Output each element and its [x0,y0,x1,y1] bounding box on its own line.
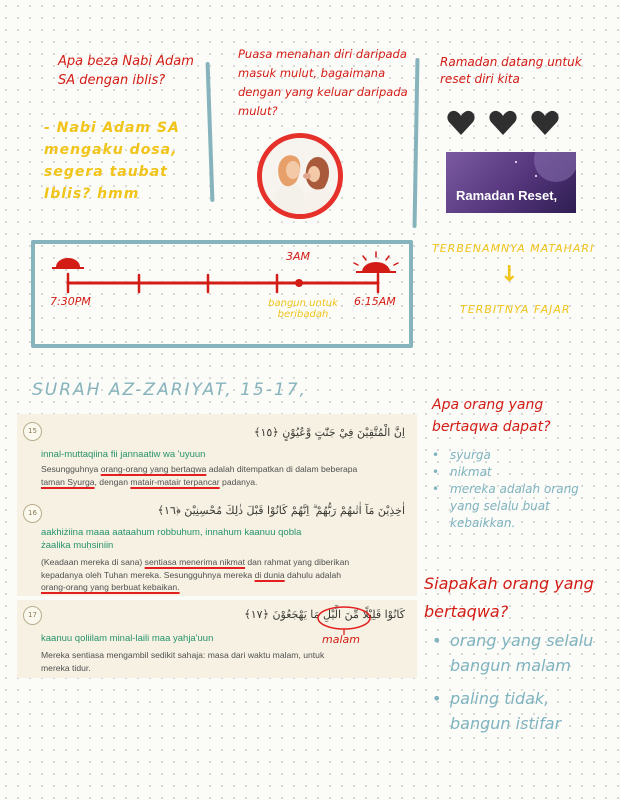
verse-arabic: اٰخِذِيْنَ مَآ اٰتٰىهُمْ رَبُّهُمْ ۗ اِنَّهُمْ كَانُوْا قَبْلَ ذٰلِكَ مُحْسِنِيْنَ ﴿١٦﴾ [157,504,405,517]
verse-transliteration: aakhiżiina maaa aataahum robbuhum, innahum kaanuu qobla żaalika muḥsiniin [41,527,302,551]
malam-circle [314,604,374,636]
terbenam-label: TERBENAMNYA MATAHARI [432,242,595,255]
question-siapakah: Siapakah orang yang bertaqwa? [424,574,594,621]
verse-translation: Mereka sentiasa mengambil sedikit sahaja: masa dari waktu malam, untuk mereka tidur. [41,650,325,673]
verse-number: 17 [23,606,42,625]
ramadan-reset-note: Ramadan datang untuk reset diri kita [440,55,582,86]
list-item: • nikmat [432,464,582,481]
verse-arabic: كَانُوْا قَلِيْلًا مِّنَ الَّيْلِ مَا يَهْجَعُوْنَ ﴿١٧﴾ [244,608,405,621]
answer-nabi-adam: - Nabi Adam SA mengaku dosa, segera taubat Iblis? hmm [44,120,180,202]
verse-card-15 [17,414,417,500]
verse-translation: (Keadaan mereka di sana) sentiasa menerima nikmat dan rahmat yang diberikan kepadanya oleh Tuhan mereka. Sesungguhnya mereka di dunia dahulu adalah orang-orang yang berbuat kebaikan. [41,557,350,592]
heart-icon [447,111,474,135]
answers-dapat-list [432,447,582,532]
section-divider-left [206,62,215,202]
verse-number: 15 [23,422,42,441]
answers-siapakah-list [432,628,602,736]
surah-title: SURAH AZ-ZARIYAT, 15-17, [32,380,307,400]
down-arrow-icon: ↓ [500,262,519,287]
section-divider-right [413,58,420,228]
question-dapat: Apa orang yang bertaqwa dapat? [432,397,551,435]
verse-card-16 [17,500,417,596]
verse-transliteration: kaanuu qoliilam minal-laili maa yahja'uun [41,633,214,644]
heart-icon [531,111,558,135]
terbitnya-label: TERBITNYA FAJAR [460,303,571,316]
verse-transliteration: innal-muttaqiina fii jannaatiw wa 'uyuun [41,449,206,460]
no-gossip-illustration [257,133,343,219]
time-3am-label: 3AM [286,250,311,263]
ramadan-reset-label: Ramadan Reset, [456,188,558,203]
question-nabi-adam: Apa beza Nabi Adam SA dengan iblis? [58,54,194,88]
three-am-marker [295,279,303,287]
sunset-icon [52,258,84,268]
list-item: • syurga [432,447,582,464]
list-item: • orang yang selalu bangun malam [432,628,602,678]
heart-icon [489,111,516,135]
time-end-label: 6:15AM [354,295,396,308]
malam-handnote: malam [322,633,360,646]
hearts-doodle [446,108,566,138]
list-item: • paling tidak, bangun istifar [432,686,602,736]
ramadan-reset-card [446,152,576,213]
question-puasa: Puasa menahan diri daripada masuk mulut, bagaimana dengan yang keluar daripada mulut? [238,47,408,118]
time-start-label: 7:30PM [50,295,91,308]
list-item: • mereka adalah orang yang selalu buat kebaikkan. [432,481,582,532]
sunrise-icon [354,252,398,272]
bangun-note: bangun untuk beribadah [268,298,338,320]
verse-number: 16 [23,504,42,523]
verse-translation: Sesungguhnya orang-orang yang bertaqwa adalah ditempatkan di dalam beberapa taman Syurga, dengan matair-matair terpancar padanya. [41,464,358,487]
verse-arabic: اِنَّ الْمُتَّقِيْنَ فِيْ جَنّٰتٍ وَّعُيُوْنٍ ﴿١٥﴾ [254,426,405,439]
